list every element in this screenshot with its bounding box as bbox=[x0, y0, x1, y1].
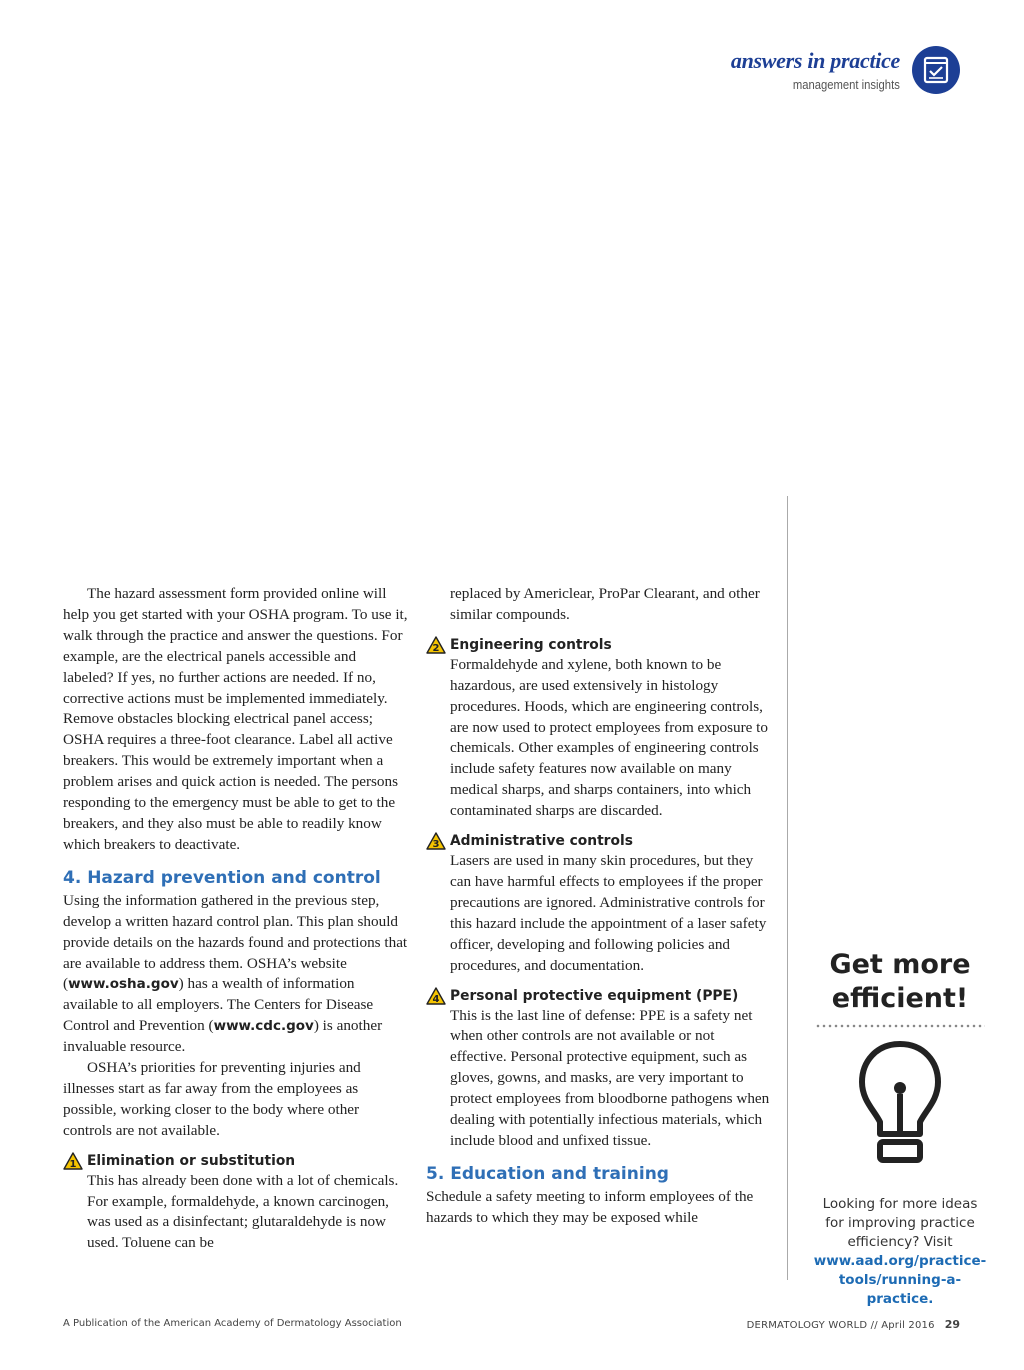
warning-triangle-icon bbox=[426, 636, 446, 654]
sidebar-title-line-1: Get more bbox=[829, 949, 971, 980]
article-column-2 bbox=[426, 584, 770, 1229]
column-divider bbox=[787, 496, 788, 1280]
item-4-heading bbox=[426, 986, 770, 1006]
section-header bbox=[640, 46, 960, 98]
sidebar-text: Looking for more ideas for improving practice efficiency? Visit www.aad.org/practice-tools/running-a-practice. bbox=[813, 1196, 987, 1307]
checklist-icon bbox=[912, 46, 960, 94]
section-5-body: Schedule a safety meeting to inform employees of the hazards to which they may be exposed while bbox=[426, 1187, 754, 1226]
intro-paragraph: The hazard assessment form provided online will help you get started with your OSHA program. To use it, walk through the practice and answer the questions. For example, are the electrical panels accessible and labeled? If yes, no further actions are needed. If no, corrective actions must be implemented immediately. Remove obstacles blocking electrical panel access; OSHA requires a three-foot clearance. Label all active breakers. This would be extremely important when a problem arises and quick action is needed. The persons responding to the emergency must be able to get to the breakers, and they also must be able to readily know which breakers to deactivate. bbox=[63, 585, 408, 853]
footer-publication: A Publication of the American Academy of Dermatology Association bbox=[63, 1318, 402, 1329]
item-4-title: Personal protective equipment (PPE) bbox=[450, 987, 739, 1004]
practice-tools-link[interactable]: www.aad.org/practice-tools/running-a-practice. bbox=[813, 1253, 987, 1307]
item-2-body: Formaldehyde and xylene, both known to be hazardous, are used extensively in histology procedures. Hoods, which are engineering controls, are now used to protect employees from exposure to chemicals. Other examples of engineering controls include safety features now available on many medical sharps, and sharps containers, into which contaminated sharps are discarded. bbox=[450, 655, 768, 820]
item-3-body: Lasers are used in many skin procedures, but they can have harmful effects to employees if the proper precautions are ignored. Administrative controls for this hazard include the appointment of a laser safety officer, developing and following policies and procedures, and documentation. bbox=[450, 852, 767, 974]
item-4-body: This is the last line of defense: PPE is a safety net when other controls are not available or not effective. Personal protective equipment, such as gloves, gowns, and masks, are very important to protect employees from bloodborne pathogens when dealing with potentially infectious materials, which include blood and unfixed tissue. bbox=[450, 1006, 770, 1149]
section-5-heading: 5. Education and training bbox=[426, 1163, 669, 1184]
warning-triangle-icon bbox=[426, 987, 446, 1005]
sidebar-callout bbox=[812, 948, 988, 1309]
sidebar-title-line-2: efficient! bbox=[831, 983, 969, 1014]
section-title: answers in practice bbox=[730, 48, 900, 73]
item-1-body: This has already been done with a lot of chemicals. For example, formaldehyde, a known carcinogen, was used as a disinfectant; glutaraldehyde is now used. Toluene can be bbox=[87, 1171, 399, 1252]
item-1-heading bbox=[63, 1151, 409, 1171]
svg-text:2: 2 bbox=[432, 642, 440, 654]
footer-issue bbox=[747, 1318, 960, 1331]
warning-triangle-icon bbox=[63, 1152, 83, 1170]
continuation-paragraph: replaced by Americlear, ProPar Clearant, and other similar compounds. bbox=[450, 585, 760, 623]
warning-triangle-icon bbox=[426, 832, 446, 850]
item-2-heading bbox=[426, 635, 770, 655]
svg-text:1: 1 bbox=[69, 1158, 77, 1170]
section-4-heading: 4. Hazard prevention and control bbox=[63, 867, 381, 888]
section-4-paragraph-1: Using the information gathered in the previous step, develop a written hazard control plan. This plan should provide details on the hazards found and protections that are available to address them. OSHA’s website (www.osha.gov) has a wealth of information available to all employers. The Centers for Disease Control and Prevention (www.cdc.gov) is another invaluable resource. bbox=[63, 891, 408, 1056]
osha-link[interactable]: www.osha.gov bbox=[68, 976, 179, 993]
item-3-title: Administrative controls bbox=[450, 833, 633, 850]
page-number: 29 bbox=[944, 1318, 960, 1331]
item-2-title: Engineering controls bbox=[450, 636, 612, 653]
cdc-link[interactable]: www.cdc.gov bbox=[213, 1018, 314, 1035]
section-subtitle: management insights bbox=[793, 78, 900, 92]
dotted-divider bbox=[815, 1024, 985, 1028]
svg-text:3: 3 bbox=[432, 839, 440, 851]
footer-magazine: DERMATOLOGY WORLD // April 2016 bbox=[746, 1320, 935, 1331]
item-1-title: Elimination or substitution bbox=[87, 1152, 296, 1169]
lightbulb-icon bbox=[856, 1038, 944, 1168]
article-column-1 bbox=[63, 584, 409, 1254]
item-3-heading bbox=[426, 831, 770, 851]
section-4-paragraph-2: OSHA’s priorities for preventing injuries and illnesses start as far away from the employees as possible, working closer to the body where other controls are not available. bbox=[63, 1059, 361, 1139]
svg-text:4: 4 bbox=[432, 993, 440, 1005]
